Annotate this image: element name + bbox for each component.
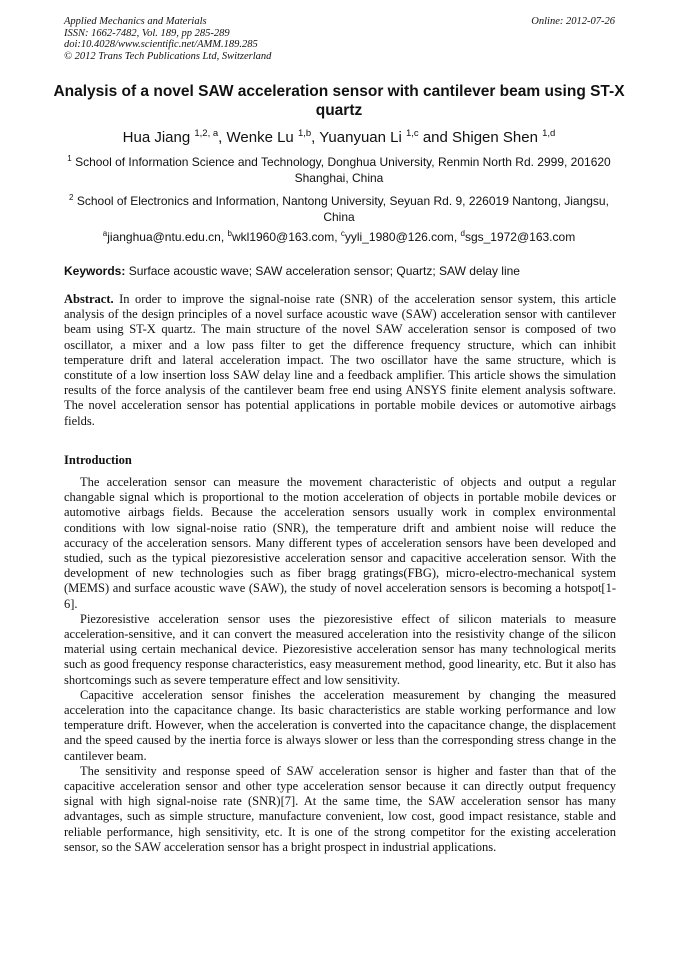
affiliation-1 xyxy=(60,154,618,186)
author-superscript: 1,d xyxy=(542,128,556,139)
email-list: $^a$jianghua@ntu.edu.cn, $^b$wkl1960@163.com, $^c$yyli_1980@126.com, $^d$sgs_1972@163.com xyxy=(102,229,576,244)
author-list: Hua Jiang $^{1,2, a}$, Wenke Lu $^{1,b}$, Yuanyuan Li $^{1,c}$ and Shigen Shen $^{1,d}$ xyxy=(122,128,556,146)
email-address: wkl1960@163.com xyxy=(231,230,335,244)
abstract-text: In order to improve the signal-noise rate (SNR) of the acceleration sensor system, this article analysis of the design principles of a novel surface acoustic wave (SAW) acceleration sensor with cantilever beam using ST-X quartz. The main structure of the novel SAW acceleration sensor is composed of two oscillator, a mixer and a low pass filter to get the difference frequency structure, which can inhibit temperature drift and lateral acceleration impact. The two oscillator have the same structure, which is constitute of a low insertion loss SAW delay line and a feedback amplifier. This article shows the simulation results of the force analysis of the cantilever beam free end using ANSYS finite element analysis software. The novel acceleration sensor has potential applications in portable mobile devices or automotive airbags fields. xyxy=(64,292,617,428)
email-address: sgs_1972@163.com xyxy=(464,230,576,244)
keywords-label: Keywords: xyxy=(64,264,126,278)
author-name: Hua Jiang xyxy=(122,129,191,146)
affiliation-marker: 1 xyxy=(67,154,72,163)
affiliation-text: School of Electronics and Information, Nantong University, Seyuan Rd. 9, 226019 Nantong, Jiangsu, China xyxy=(76,194,609,224)
paragraph: The acceleration sensor can measure the movement characteristic of objects and output a regular changable signal which is proportional to the motion acceleration of objects in portable mobile devices or automotive airbags fields. Because the acceleration sensors usually work in complex environmental conditions with low signal-noise ratio (SNR), the temperature drift and ambient noise will reduce the accuracy of the acceleration sensors. Many different types of acceleration sensors have been developed and studied, such as the typical piezoresistive acceleration sensor and capacitive acceleration sensor. With the development of new technologies such as fiber bragg gratings(FBG), micro-electro-mechanical system (MEMS) and surface acoustic wave (SAW), the study of novel acceleration sensors is becoming a hotspot[1-6]. xyxy=(64,475,616,611)
author-name: Wenke Lu xyxy=(226,129,294,146)
copyright-line: © 2012 Trans Tech Publications Ltd, Switzerland xyxy=(64,50,272,62)
online-date: Online: 2012-07-26 xyxy=(531,16,615,27)
paragraph: Piezoresistive acceleration sensor uses the piezoresistive effect of silicon materials to measure acceleration-sensitive, and it can convert the measured acceleration into the resistivity change of the silicon material using certain mechanical device. Piezoresistive acceleration sensor has many technological merits such as good frequency response characteristics, easy measurement method, good linearity, etc. But it also has shortcomings such as severe temperature effect and low sensitivity. xyxy=(64,611,616,687)
abstract xyxy=(64,292,616,429)
abstract-label: Abstract. xyxy=(64,292,114,306)
author-superscript: 1,b xyxy=(297,128,312,139)
paragraph: The sensitivity and response speed of SAW acceleration sensor is higher and faster than that of the capacitive acceleration sensor and other type acceleration sensor because it can directly output frequency signal with high signal-noise rate (SNR)[7]. At the same time, the SAW acceleration sensor has many advantages, such as simple structure, manufacture convenient, low cost, good impact resistance, stable and reliable performance, high sensitivity, etc. It is one of the strong competitor for the existing acceleration sensor, so the SAW acceleration sensor has a bright prospect in industrial applications. xyxy=(64,763,616,854)
email-marker: d xyxy=(460,229,465,238)
keywords-line xyxy=(64,263,618,279)
section-heading-introduction: Introduction xyxy=(64,453,132,467)
email-marker: b xyxy=(227,229,232,238)
paper-title: Analysis of a novel SAW acceleration sensor with cantilever beam using ST-X quartz xyxy=(53,83,625,119)
keywords-text: Surface acoustic wave; SAW acceleration sensor; Quartz; SAW delay line xyxy=(128,264,520,278)
affiliation-2 xyxy=(60,193,618,225)
author-name: Yuanyuan Li xyxy=(319,129,402,146)
email-marker: a xyxy=(102,229,108,238)
affiliation-marker: 2 xyxy=(69,193,74,202)
author-superscript: 1,2, a xyxy=(194,128,219,139)
journal-name: Applied Mechanics and Materials xyxy=(64,16,207,27)
email-address: yyli_1980@126.com xyxy=(344,230,454,244)
issn-line: ISSN: 1662-7482, Vol. 189, pp 285-289 xyxy=(64,27,230,39)
doi-line: doi:10.4028/www.scientific.net/AMM.189.285 xyxy=(64,39,258,50)
affiliation-text: School of Information Science and Technology, Donghua University, Renmin North Rd. 2999, 201620 Shanghai, China xyxy=(75,155,611,185)
introduction-body xyxy=(64,475,616,855)
journal-header xyxy=(64,16,615,62)
author-name: and Shigen Shen xyxy=(422,129,538,146)
author-superscript: 1,c xyxy=(405,128,419,139)
paragraph: Capacitive acceleration sensor finishes the acceleration measurement by changing the measured acceleration into the capacitance change. Its basic characteristics are stable working performance and low temperature drift. However, when the acceleration is converted into the capacitance change, the displacement and the speed caused by the inertia force is always slower or less than the corresponding stress change in the cantilever beam. xyxy=(64,687,616,763)
email-marker: c xyxy=(340,229,345,238)
email-address: jianghua@ntu.edu.cn xyxy=(107,230,221,244)
